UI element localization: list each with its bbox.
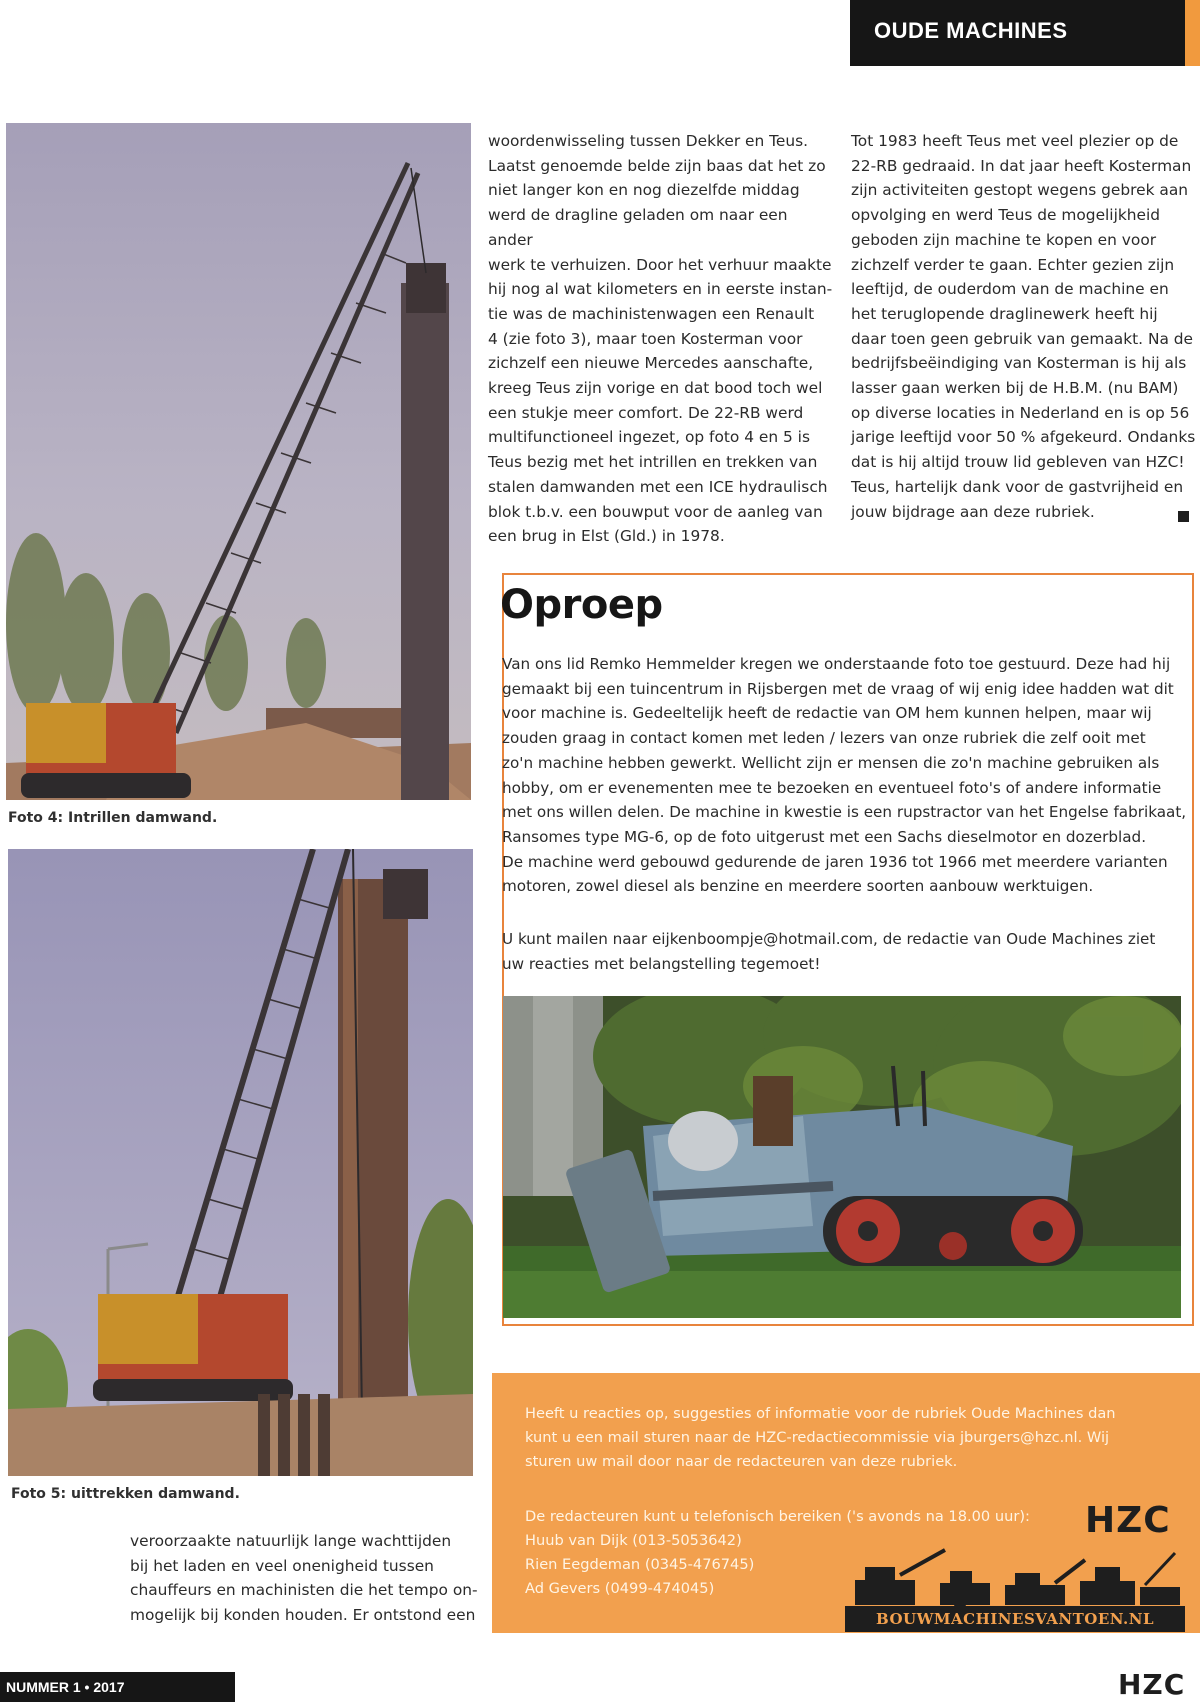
crawler-tractor-photo [503, 996, 1181, 1318]
paragraph-line: voor machine is. Gedeeltelijk heeft de redactie van OM hem kunnen helpen, maar wij [502, 704, 1152, 723]
paragraph-line: uw reacties met belangstelling tegemoet! [502, 954, 821, 973]
paragraph-line: kunt u een mail sturen naar de HZC-redactiecommissie via jburgers@hzc.nl. Wij [525, 1429, 1110, 1446]
contact-item: Ad Gevers (0499-474045) [525, 1580, 715, 1597]
photo-foto-4 [6, 123, 471, 800]
paragraph-line: werd de dragline geladen om naar een ander [488, 206, 788, 249]
oproep-title: Oproep [500, 582, 663, 628]
paragraph-line: Teus bezig met het intrillen en trekken van [488, 453, 818, 472]
paragraph-line: chauffeurs en machinisten die het tempo on- [130, 1581, 478, 1600]
paragraph-line: daar toen geen gebruik van gemaakt. Na de [851, 329, 1194, 348]
paragraph-line: jarige leeftijd voor 50 % afgekeurd. Ondanks [851, 428, 1196, 447]
photo-foto-5 [8, 849, 473, 1476]
footer-issue: NUMMER 1 • 2017 [0, 1672, 235, 1702]
paragraph-line: zouden graag in contact komen met leden / lezers van onze rubriek die zelf ooit met [502, 729, 1146, 748]
paragraph-line: De machine werd gebouwd gedurende de jaren 1936 tot 1966 met meerdere varianten [502, 852, 1168, 871]
paragraph-line: jouw bijdrage aan deze rubriek. [851, 502, 1095, 521]
paragraph-line: opvolging en werd Teus de mogelijkheid [851, 206, 1161, 225]
paragraph-line: hobby, om er evenementen mee te bezoeken en eventueel foto's of andere informatie [502, 778, 1162, 797]
left-column-text [130, 1529, 490, 1628]
paragraph-line: tie was de machinistenwagen een Renault [488, 304, 815, 323]
paragraph-line: Heeft u reacties op, suggesties of informatie voor de rubriek Oude Machines dan [525, 1405, 1116, 1422]
oproep-body [502, 652, 1192, 899]
phone-intro: De redacteuren kunt u telefonisch bereiken ('s avonds na 18.00 uur): [525, 1508, 1030, 1525]
paragraph-line: motoren, zowel diesel als benzine en meerdere soorten aanbouw werktuigen. [502, 877, 1094, 896]
middle-column-text [488, 129, 833, 549]
contact-item: Huub van Dijk (013-5053642) [525, 1532, 742, 1549]
contact-item: Rien Eegdeman (0345-476745) [525, 1556, 755, 1573]
paragraph-line: gemaakt bij een tuincentrum in Rijsbergen met de vraag of wij enig idee hadden wat dit [502, 679, 1174, 698]
paragraph-line: mogelijk bij konden houden. Er ontstond een [130, 1606, 476, 1625]
photo-caption-foto-5: Foto 5: uittrekken damwand. [11, 1486, 240, 1502]
contact-intro [525, 1402, 1185, 1474]
website-banner-text: BOUWMACHINESVANTOEN.NL [875, 1610, 1154, 1628]
paragraph-line: leeftijd, de ouderdom van de machine en [851, 280, 1169, 299]
paragraph-line: bedrijfsbeëindiging van Kosterman is hij als [851, 354, 1187, 373]
dragline-photo-2 [8, 849, 473, 1476]
paragraph-line: veroorzaakte natuurlijk lange wachttijden [130, 1532, 452, 1550]
machines-silhouette-icon [845, 1545, 1185, 1615]
paragraph-line: zijn activiteiten gestopt wegens gebrek aan [851, 181, 1189, 200]
paragraph-line: 4 (zie foto 3), maar toen Kosterman voor [488, 329, 803, 348]
paragraph-line: stalen damwanden met een ICE hydraulisch [488, 477, 828, 496]
paragraph-line: sturen uw mail door naar de redacteuren van deze rubriek. [525, 1453, 958, 1470]
photo-tractor [503, 996, 1181, 1318]
paragraph-line: Laatst genoemde belde zijn baas dat het zo [488, 156, 826, 175]
right-column-text [851, 129, 1196, 524]
paragraph-line: zo'n machine hebben gewerkt. Wellicht zijn er mensen die zo'n machine gebruiken als [502, 753, 1160, 772]
paragraph-line: op diverse locaties in Nederland en is op 56 [851, 403, 1190, 422]
paragraph-line: Teus, hartelijk dank voor de gastvrijheid en [851, 477, 1184, 496]
paragraph-line: Tot 1983 heeft Teus met veel plezier op de [851, 132, 1179, 150]
hzc-logo: HZC [1085, 1500, 1171, 1541]
paragraph-line: niet langer kon en nog diezelfde middag [488, 181, 800, 200]
website-banner [845, 1606, 1185, 1632]
paragraph-line: blok t.b.v. een bouwput voor de aanleg van [488, 502, 823, 521]
paragraph-line: het teruglopende draglinewerk heeft hij [851, 304, 1158, 323]
footer-hzc-logo: HZC [1118, 1668, 1186, 1701]
paragraph-line: 22-RB gedraaid. In dat jaar heeft Kosterman [851, 156, 1192, 175]
paragraph-line: woordenwisseling tussen Dekker en Teus. [488, 132, 809, 150]
paragraph-line: zichzelf een nieuwe Mercedes aanschafte, [488, 354, 814, 373]
paragraph-line: een brug in Elst (Gld.) in 1978. [488, 527, 725, 546]
paragraph-line: bij het laden en veel onenigheid tussen [130, 1556, 434, 1575]
paragraph-line: Ransomes type MG-6, op de foto uitgerust met een Sachs dieselmotor en dozerblad. [502, 827, 1147, 846]
article-end-mark [1178, 511, 1189, 522]
paragraph-line: Van ons lid Remko Hemmelder kregen we onderstaande foto toe gestuurd. Deze had hij [502, 655, 1171, 673]
paragraph-line: hij nog al wat kilometers en in eerste instan- [488, 280, 833, 299]
dragline-photo-1 [6, 123, 471, 800]
section-accent-stripe [1185, 0, 1200, 66]
oproep-mail-text [502, 927, 1192, 976]
paragraph-line: zichzelf verder te gaan. Echter gezien zijn [851, 255, 1175, 274]
paragraph-line: met ons willen delen. De machine in kwestie is een rupstractor van het Engelse fabrikaat, [502, 803, 1187, 822]
machines-silhouette-graphic [845, 1545, 1185, 1615]
paragraph-line: U kunt mailen naar eijkenboompje@hotmail.com, de redactie van Oude Machines ziet [502, 930, 1156, 948]
paragraph-line: multifunctioneel ingezet, op foto 4 en 5 is [488, 428, 810, 447]
paragraph-line: dat is hij altijd trouw lid gebleven van HZC! [851, 453, 1185, 472]
section-header: OUDE MACHINES [850, 0, 1185, 66]
paragraph-line: lasser gaan werken bij de H.B.M. (nu BAM) [851, 379, 1179, 398]
photo-caption-foto-4: Foto 4: Intrillen damwand. [8, 810, 218, 826]
paragraph-line: geboden zijn machine te kopen en voor [851, 230, 1157, 249]
paragraph-line: kreeg Teus zijn vorige en dat bood toch wel [488, 379, 823, 398]
paragraph-line: een stukje meer comfort. De 22-RB werd [488, 403, 804, 422]
paragraph-line: werk te verhuizen. Door het verhuur maakte [488, 255, 832, 274]
